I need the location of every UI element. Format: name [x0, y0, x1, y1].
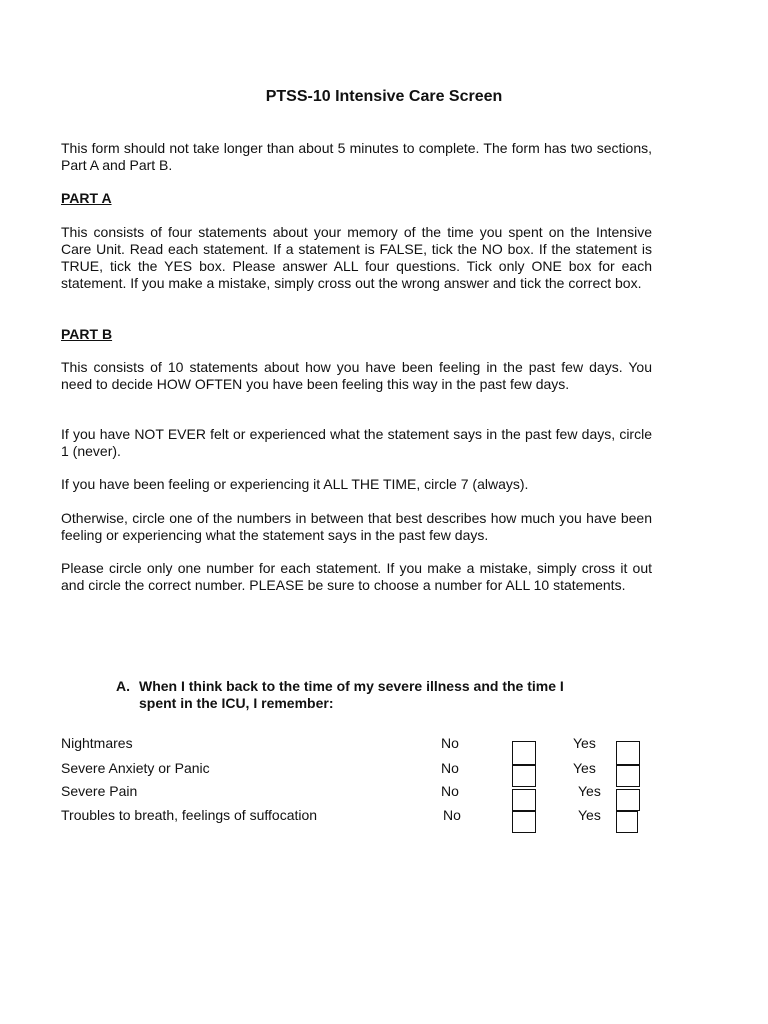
part-b-paragraph-1: This consists of 10 statements about how you have been feeling in the past few days. You need to decide HOW OFTEN you have been feeling this way in the past few days. — [61, 359, 652, 392]
yes-label: Yes — [578, 807, 601, 823]
form-title: PTSS-10 Intensive Care Screen — [265, 88, 503, 105]
section-a-question-text: When I think back to the time of my severe illness and the time I — [139, 678, 564, 694]
part-b-paragraph-2: If you have NOT EVER felt or experienced what the statement says in the past few days, circle 1 (never). — [61, 426, 652, 459]
yes-checkbox-nightmares[interactable] — [616, 741, 640, 765]
section-a-line-2: spent in the ICU, I remember: — [139, 695, 334, 711]
item-severe-pain: Severe Pain — [61, 783, 138, 799]
yes-checkbox-severe-anxiety[interactable] — [616, 765, 640, 787]
item-severe-anxiety: Severe Anxiety or Panic — [61, 760, 210, 776]
part-b-paragraph-5: Please circle only one number for each statement. If you make a mistake, simply cross it out and circle the correct number. PLEASE be sure to choose a number for ALL 10 statements. — [61, 560, 652, 593]
part-a-heading: PART A — [61, 190, 112, 206]
yes-label: Yes — [573, 760, 596, 776]
yes-checkbox-troubles-to-breath[interactable] — [616, 811, 638, 833]
no-checkbox-troubles-to-breath[interactable] — [512, 811, 536, 833]
part-b-paragraph-3: If you have been feeling or experiencing it ALL THE TIME, circle 7 (always). — [61, 476, 529, 492]
item-troubles-to-breath: Troubles to breath, feelings of suffocation — [61, 807, 318, 823]
item-nightmares: Nightmares — [61, 735, 133, 751]
section-a-line-1 — [116, 678, 636, 695]
no-label: No — [441, 760, 459, 776]
no-checkbox-nightmares[interactable] — [512, 741, 536, 765]
no-label: No — [441, 783, 459, 799]
no-label: No — [441, 735, 459, 751]
no-label: No — [443, 807, 461, 823]
part-b-heading: PART B — [61, 326, 113, 342]
section-a-question — [116, 678, 636, 712]
part-b-paragraph-4: Otherwise, circle one of the numbers in between that best describes how much you have been feeling or experiencing what the statement says in the past few days. — [61, 510, 652, 543]
intro-paragraph: This form should not take longer than about 5 minutes to complete. The form has two sections, Part A and Part B. — [61, 140, 652, 173]
yes-label: Yes — [578, 783, 601, 799]
no-checkbox-severe-pain[interactable] — [512, 789, 536, 811]
yes-checkbox-severe-pain[interactable] — [616, 789, 640, 811]
part-a-instructions: This consists of four statements about your memory of the time you spent on the Intensive Care Unit. Read each statement. If a statement is FALSE, tick the NO box. If the statement is TRUE, tick the YES box. Please answer ALL four questions. Tick only ONE box for each statement. If you make a mistake, simply cross out the wrong answer and tick the correct box. — [61, 224, 652, 291]
no-checkbox-severe-anxiety[interactable] — [512, 765, 536, 787]
section-a-label: A. — [116, 678, 130, 694]
yes-label: Yes — [573, 735, 596, 751]
